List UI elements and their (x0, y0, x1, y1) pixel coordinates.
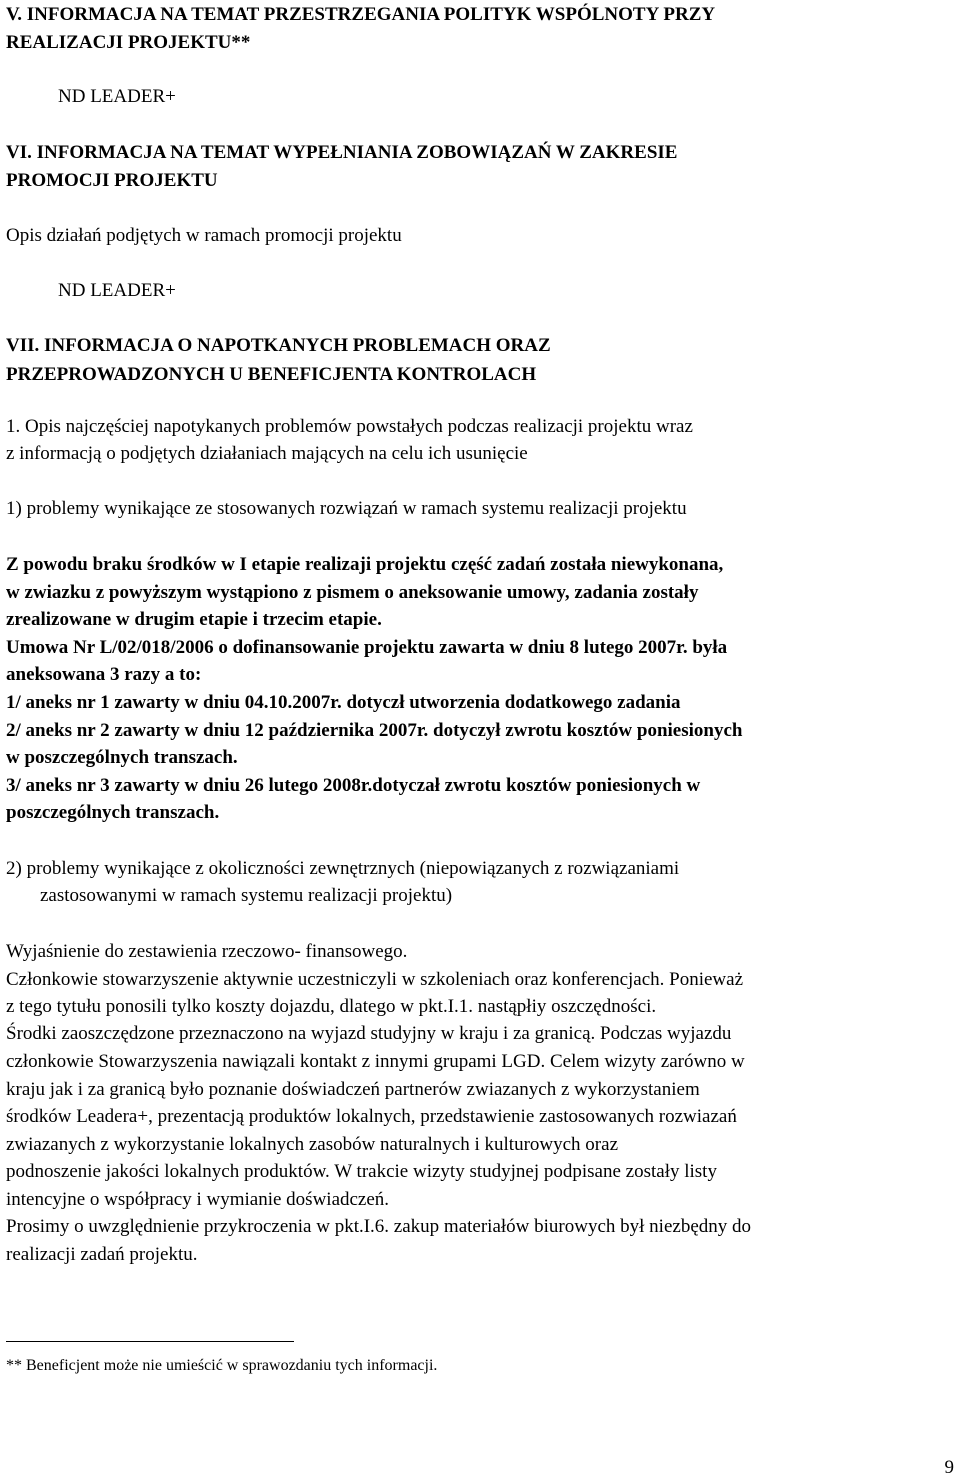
problems1-text-line: aneksowana 3 razy a to: (6, 664, 202, 685)
problems1-text-line: Umowa Nr L/02/018/2006 o dofinansowanie projektu zawarta w dniu 8 lutego 2007r. była (6, 637, 728, 658)
section-v-heading-line2: REALIZACJI PROJEKTU** (6, 32, 251, 53)
section-vi-heading-line2: PROMOCJI PROJEKTU (6, 170, 218, 191)
section-vi-nd: ND LEADER+ (58, 280, 176, 301)
problems1-text-line: 1/ aneks nr 1 zawarty w dniu 04.10.2007r. dotyczł utworzenia dodatkowego zadania (6, 692, 681, 713)
section-vi-heading-line1: VI. INFORMACJA NA TEMAT WYPEŁNIANIA ZOBOWIĄZAŃ W ZAKRESIE (6, 142, 678, 163)
problems1-text-line: zrealizowane w drugim etapie i trzecim etapie. (6, 609, 382, 630)
explanation-line: środków Leadera+, prezentacją produktów lokalnych, przedstawienie zastosowanych rozwiazań (6, 1106, 737, 1127)
explanation-line: Wyjaśnienie do zestawienia rzeczowo- finansowego. (6, 941, 408, 962)
section-v-nd: ND LEADER+ (58, 86, 176, 107)
problems2-line2: zastosowanymi w ramach systemu realizacji projektu) (40, 885, 453, 906)
problems1-text-line: 3/ aneks nr 3 zawarty w dniu 26 lutego 2008r.dotyczał zwrotu kosztów poniesionych w (6, 775, 701, 796)
section-v-heading-line1: V. INFORMACJA NA TEMAT PRZESTRZEGANIA POLITYK WSPÓLNOTY PRZY (6, 4, 716, 25)
section-vii-heading-line2: PRZEPROWADZONYCH U BENEFICJENTA KONTROLACH (6, 364, 537, 385)
problems1-text-line: 2/ aneks nr 2 zawarty w dniu 12 października 2007r. dotyczył zwrotu kosztów poniesionych (6, 720, 743, 741)
explanation-line: Prosimy o uwzględnienie przykroczenia w pkt.I.6. zakup materiałów biurowych był niezbędny do (6, 1216, 752, 1237)
explanation-line: z tego tytułu ponosili tylko koszty dojazdu, dlatego w pkt.I.1. nastąpłiy oszczędności. (6, 996, 657, 1017)
item1-line1: 1. Opis najczęściej napotykanych problemów powstałych podczas realizacji projektu wraz (6, 416, 693, 437)
explanation-line: Środki zaoszczędzone przeznaczono na wyjazd studyjny w kraju i za granicą. Podczas wyjazdu (6, 1023, 732, 1044)
explanation-line: Członkowie stowarzyszenie aktywnie uczestniczyli w szkoleniach oraz konferencjach. Ponieważ (6, 969, 744, 990)
page-number: 9 (944, 1457, 954, 1478)
footnote-separator (6, 1341, 294, 1342)
problems1-text-line: Z powodu braku środków w I etapie realizaji projektu część zadań została niewykonana, (6, 554, 724, 575)
problems2-line1: 2) problemy wynikające z okoliczności zewnętrznych (niepowiązanych z rozwiązaniami (6, 858, 680, 879)
section-vi-description: Opis działań podjętych w ramach promocji projektu (6, 225, 402, 246)
problems1-text-line: poszczególnych transzach. (6, 802, 220, 823)
explanation-line: podnoszenie jakości lokalnych produktów. W trakcie wizyty studyjnej podpisane zostały listy (6, 1161, 717, 1182)
problems1-text-line: w poszczególnych transzach. (6, 747, 238, 768)
problems1-text-line: w zwiazku z powyższym wystąpiono z pismem o aneksowanie umowy, zadania zostały (6, 582, 699, 603)
explanation-line: kraju jak i za granicą było poznanie doświadczeń partnerów zwiazanych z wykorzystaniem (6, 1079, 700, 1100)
explanation-line: intencyjne o współpracy i wymianie doświadczeń. (6, 1189, 390, 1210)
problems1-heading: 1) problemy wynikające ze stosowanych rozwiązań w ramach systemu realizacji projektu (6, 498, 687, 519)
explanation-line: członkowie Stowarzyszenia nawiązali kontakt z innymi grupami LGD. Celem wizyty zarówno w (6, 1051, 745, 1072)
footnote-text: ** Beneficjent może nie umieścić w sprawozdaniu tych informacji. (6, 1357, 438, 1374)
item1-line2: z informacją o podjętych działaniach mających na celu ich usunięcie (6, 443, 528, 464)
explanation-line: realizacji zadań projektu. (6, 1244, 198, 1265)
section-vii-heading-line1: VII. INFORMACJA O NAPOTKANYCH PROBLEMACH ORAZ (6, 335, 551, 356)
explanation-line: zwiazanych z wykorzystanie lokalnych zasobów naturalnych i kulturowych oraz (6, 1134, 618, 1155)
